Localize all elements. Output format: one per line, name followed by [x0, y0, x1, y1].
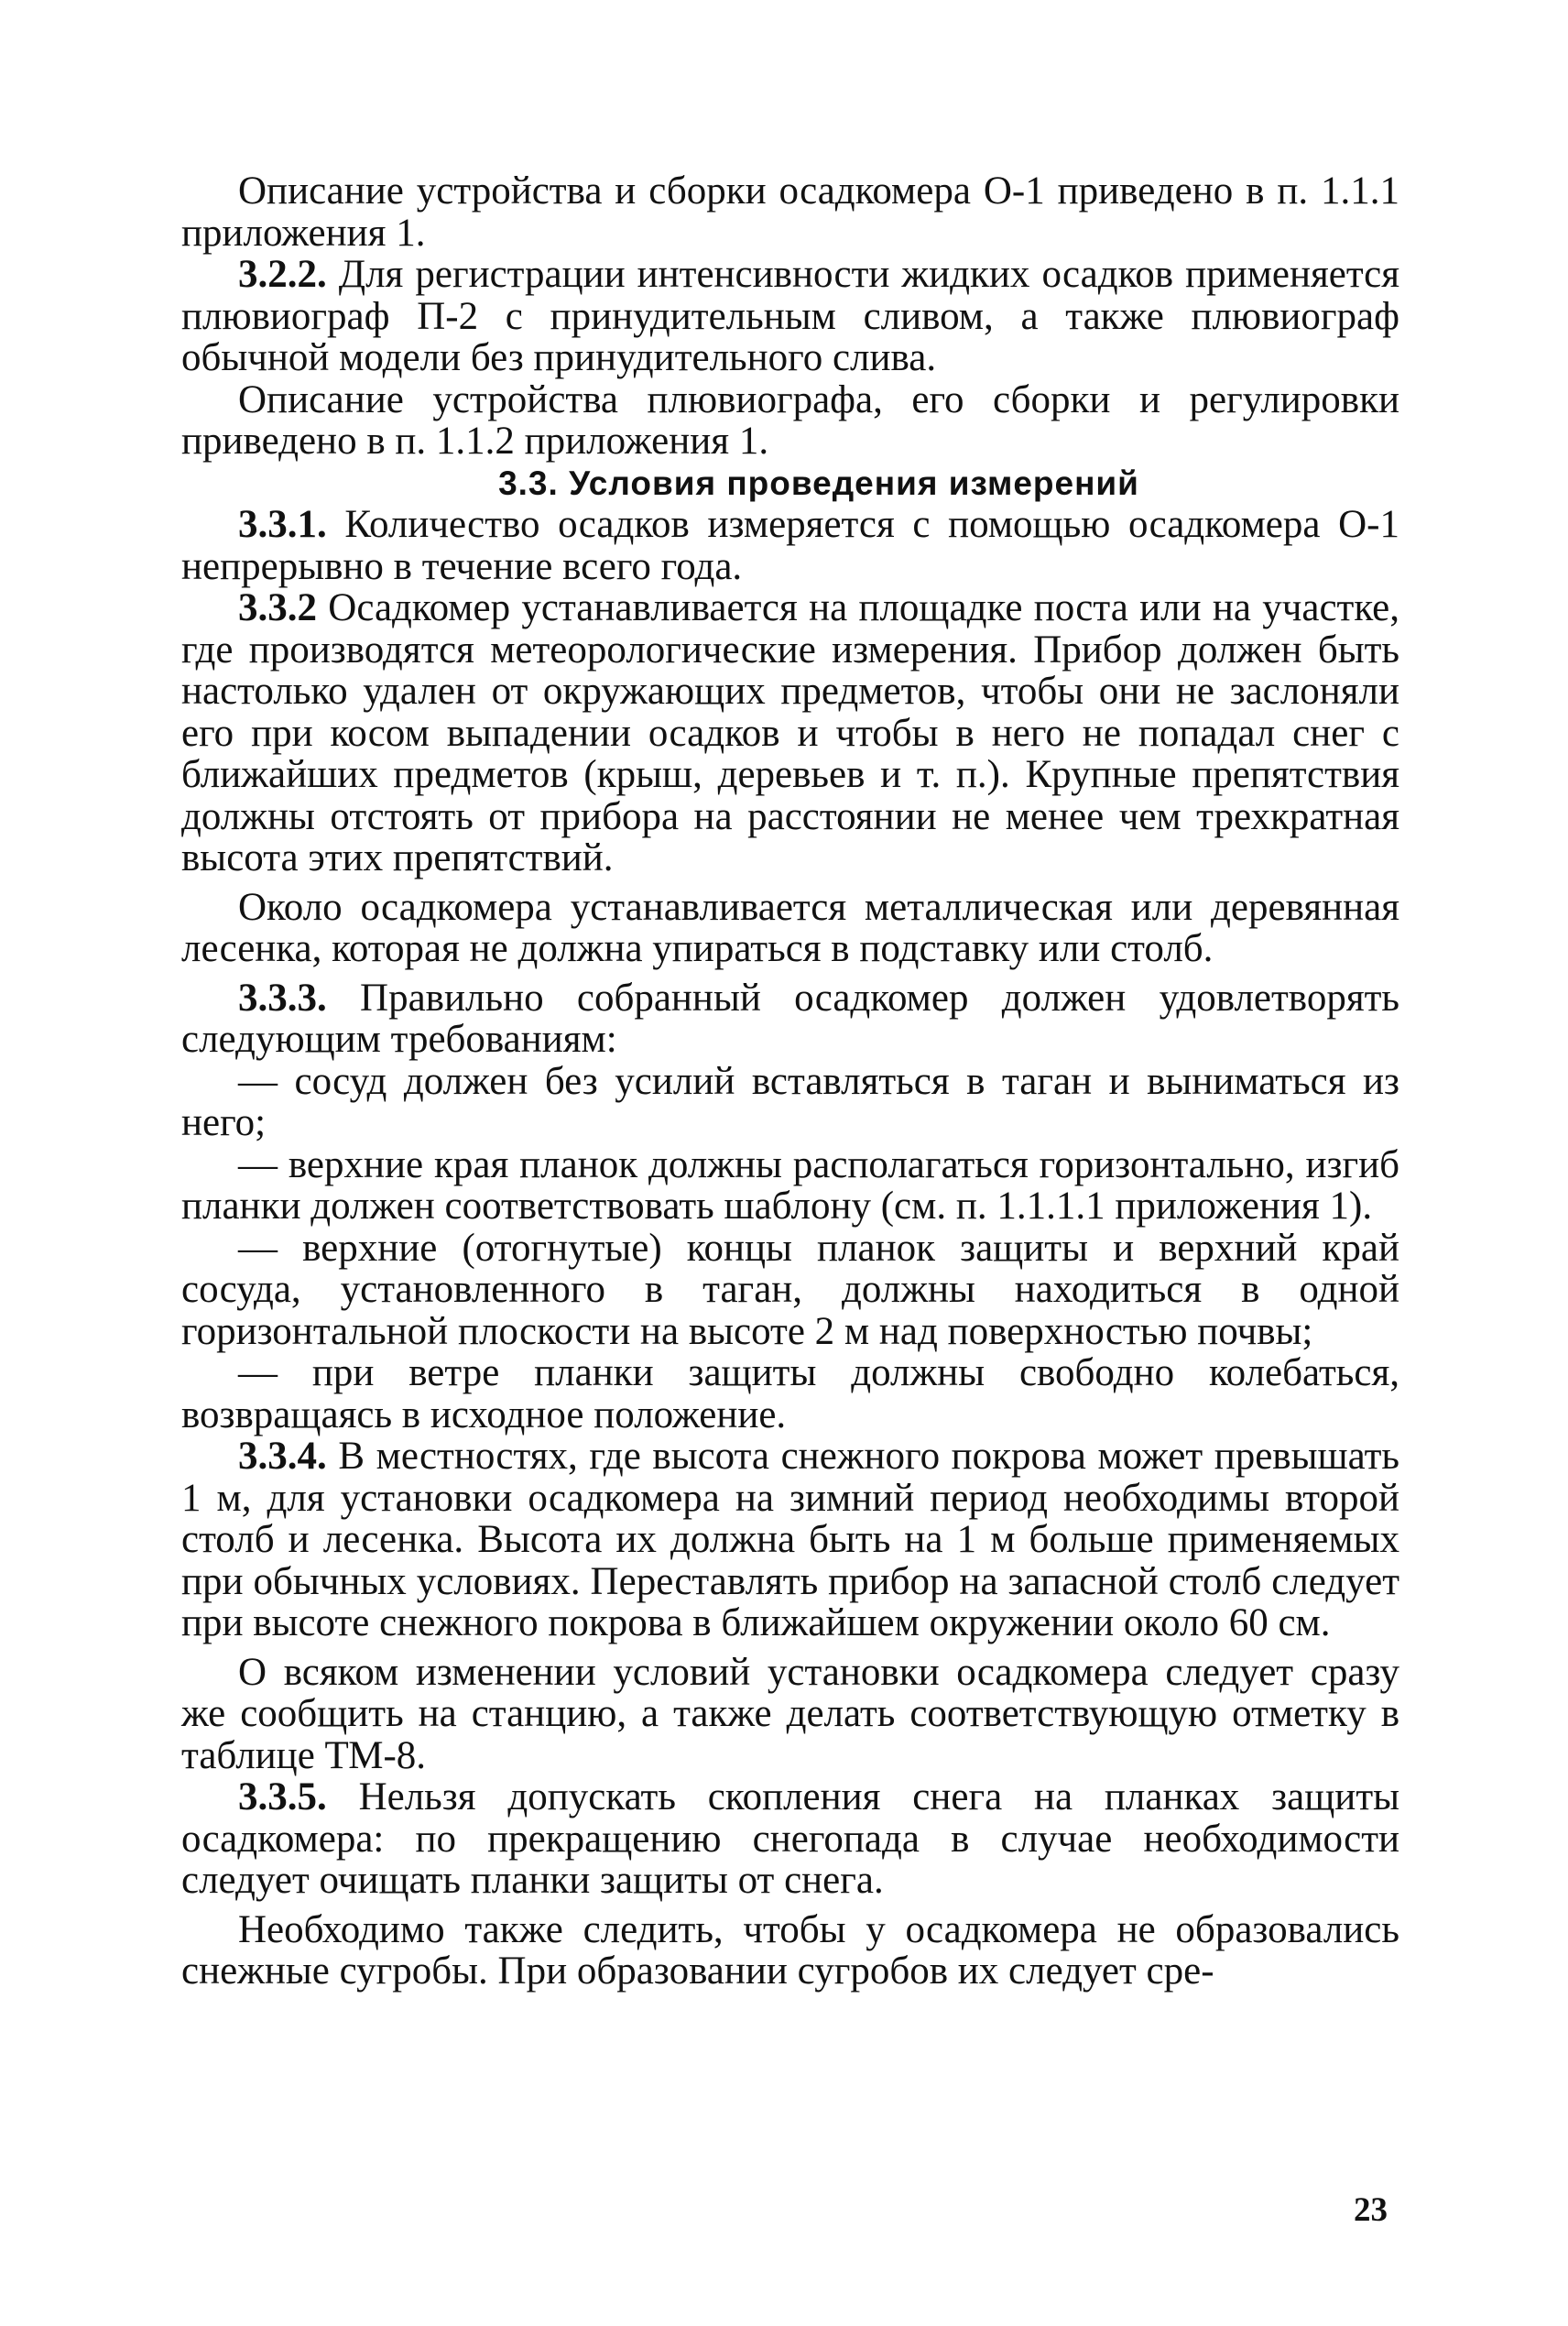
paragraph-3-3-3: 3.3.3. Правильно собранный осадкомер должен удовлетворять следующим требованиям: [181, 976, 1399, 1061]
clause-number: 3.2.2. [238, 253, 327, 296]
paragraph-3-3-1: 3.3.1. Количество осадков измеряется с помощью осадкомера О-1 непрерывно в течение всего года. [181, 503, 1399, 588]
paragraph-ladder: Около осадкомера устанавливается металлическая или деревянная лесенка, которая не должна упираться в подставку или столб. [181, 885, 1399, 970]
list-item-vessel: — сосуд должен без усилий вставляться в таган и выниматься из него; [181, 1059, 1399, 1144]
paragraph-notify: О всяком изменении условий установки осадкомера следует сразу же сообщить на станцию, а также делать соответствующую отметку в таблице ТМ-8. [181, 1650, 1399, 1777]
paragraph-3-3-5: 3.3.5. Нельзя допускать скопления снега на планках защиты осадкомера: по прекращению снегопада в случае необходимости следует очищать планки защиты от снега. [181, 1775, 1399, 1902]
clause-number: 3.3.3. [238, 976, 327, 1020]
paragraph-3-3-2: 3.3.2 Осадкомер устанавливается на площадке поста или на участке, где производятся метеорологические измерения. Прибор должен быть настолько удален от окружающих предметов, чтобы они не заслоняли его при косом выпадении осадков и чтобы в него не попадал снег с ближайших предметов (крыш, деревьев и т. п.). Крупные препятствия должны отстоять от прибора на расстоянии не менее чем трехкратная высота этих препятствий. [181, 586, 1399, 879]
paragraph-3-2-2: 3.2.2. Для регистрации интенсивности жидких осадков применяется плювиограф П-2 с принудительным сливом, а также плювиограф обычной модели без принудительного слива. [181, 253, 1399, 379]
paragraph-drifts: Необходимо также следить, чтобы у осадкомера не образовались снежные сугробы. При образовании сугробов их следует сре- [181, 1907, 1399, 1993]
document-page [181, 170, 1399, 1993]
list-item-planks-ends: — верхние (отогнутые) концы планок защиты и верхний край сосуда, установленного в таган, должны находиться в одной горизонтальной плоскости на высоте 2 м над поверхностью почвы; [181, 1226, 1399, 1353]
paragraph-intro-2: Описание устройства плювиографа, его сборки и регулировки приведено в п. 1.1.2 приложения 1. [181, 377, 1399, 463]
page-number: 23 [1354, 2191, 1388, 2229]
clause-number: 3.3.5. [238, 1775, 327, 1818]
clause-number: 3.3.2 [238, 586, 317, 629]
list-item-planks-edges: — верхние края планок должны располагаться горизонтально, изгиб планки должен соответствовать шаблону (см. п. 1.1.1.1 приложения 1). [181, 1142, 1399, 1228]
clause-number: 3.3.4. [238, 1435, 327, 1478]
section-heading: 3.3. Условия проведения измерений [498, 464, 1139, 502]
clause-number: 3.3.1. [238, 503, 327, 546]
list-item-wind: — при ветре планки защиты должны свободно колебаться, возвращаясь в исходное положение. [181, 1351, 1399, 1436]
paragraph-3-3-4: 3.3.4. В местностях, где высота снежного покрова может превышать 1 м, для установки осадкомера на зимний период необходимы второй столб и лесенка. Высота их должна быть на 1 м больше применяемых при обычных условиях. Переставлять прибор на запасной столб следует при высоте снежного покрова в ближайшем окружении около 60 см. [181, 1435, 1399, 1644]
paragraph-intro-1: Описание устройства и сборки осадкомера О-1 приведено в п. 1.1.1 приложения 1. [181, 169, 1399, 255]
